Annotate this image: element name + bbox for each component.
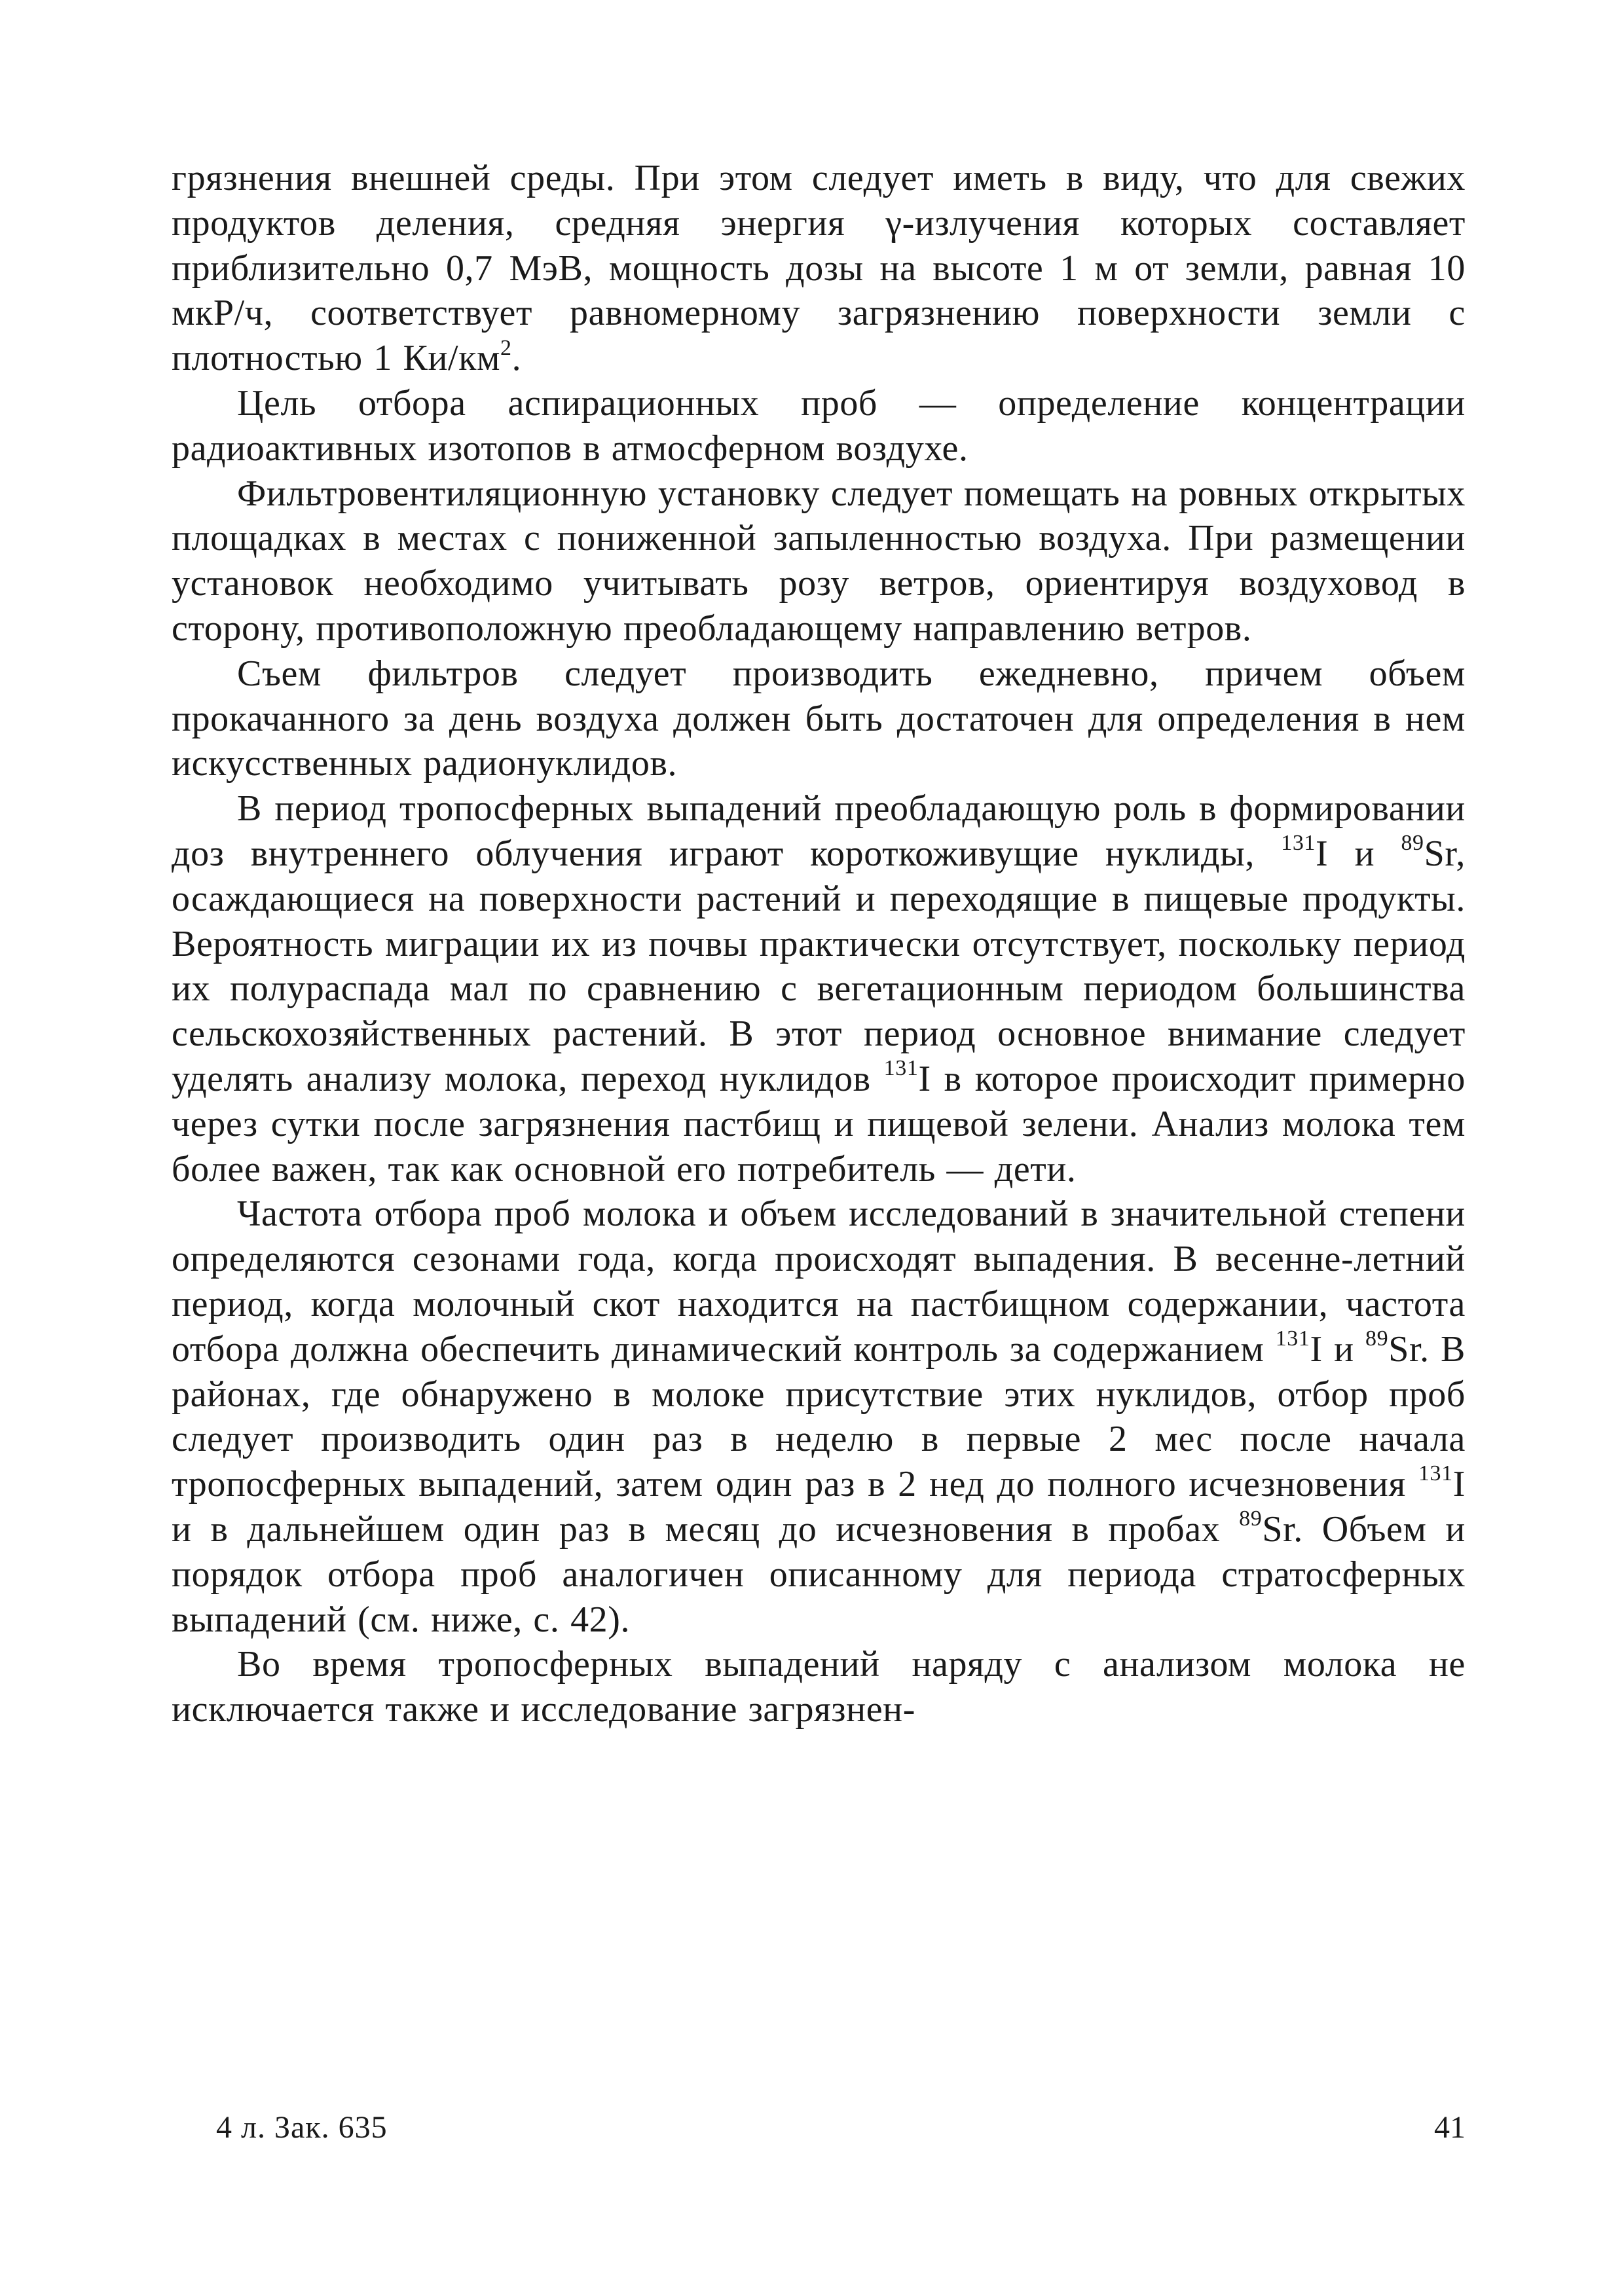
paragraph xyxy=(172,156,1466,381)
text-run: I в которое происходит примерно через сутки после загрязнения пастбищ и пищевой зелени. Анализ молока тем более важен, так как основной его потребитель — дети. xyxy=(172,1058,1466,1190)
text-run: Sr, осаждающиеся на поверхности растений и переходящие в пищевые продукты. Вероятность миграции их из почвы практически отсутствует, поскольку период их полураспада мал по сравнению с вегетационным периодом большинства сельскохозяйственных растений. В этот период основное внимание следует уделять анализу молока, переход нуклидов xyxy=(172,833,1466,1099)
superscript: 131 xyxy=(1275,1326,1310,1351)
paragraph xyxy=(172,1192,1466,1642)
body-text xyxy=(172,156,1466,1732)
text-run: I и xyxy=(1316,833,1401,874)
text-run: . xyxy=(511,338,522,379)
text-run: Sr. Объем и порядок отбора проб аналогичен описанному для периода стратосферных выпадений (см. ниже, с. 42). xyxy=(172,1508,1466,1640)
superscript: 2 xyxy=(500,335,512,360)
paragraph xyxy=(172,651,1466,786)
paragraph xyxy=(172,471,1466,651)
page-footer xyxy=(172,2109,1466,2155)
text-run: Цель отбора аспирационных проб — определение концентрации радиоактивных изотопов в атмосферном воздухе. xyxy=(172,382,1466,469)
text-run: Съем фильтров следует производить ежедневно, причем объем прокачанного за день воздуха должен быть достаточен для определения в нем искусственных радионуклидов. xyxy=(172,653,1466,784)
text-run: Sr. В районах, где обнаружено в молоке присутствие этих нуклидов, отбор проб следует производить один раз в неделю в первые 2 мес после начала тропосферных выпадений, затем один раз в 2 нед до полного исчезновения xyxy=(172,1328,1466,1505)
superscript: 131 xyxy=(1281,831,1316,856)
text-run: Во время тропосферных выпадений наряду с анализом молока не исключается также и исследование загрязнен- xyxy=(172,1644,1466,1730)
paragraph xyxy=(172,381,1466,471)
text-run: Фильтровентиляционную установку следует помещать на ровных открытых площадках в местах с пониженной запыленностью воздуха. При размещении установок необходимо учитывать розу ветров, ориентируя воздуховод в сторону, противоположную преобладающему направлению ветров. xyxy=(172,473,1466,649)
text-run: грязнения внешней среды. При этом следует иметь в виду, что для свежих продуктов деления, средняя энергия γ-излучения которых составляет приблизительно 0,7 МэВ, мощность дозы на высоте 1 м от земли, равная 10 мкР/ч, соответствует равномерному загрязнению поверхности земли с плотностью 1 Ки/км xyxy=(172,158,1466,379)
paragraph xyxy=(172,1642,1466,1732)
paragraph xyxy=(172,786,1466,1192)
superscript: 89 xyxy=(1365,1326,1389,1351)
text-run: I и в дальнейшем один раз в месяц до исчезновения в пробах xyxy=(172,1464,1466,1550)
text-run: I и xyxy=(1310,1328,1365,1370)
text-run: Частота отбора проб молока и объем исследований в значительной степени определяются сезонами года, когда происходят выпадения. В весенне-летний период, когда молочный скот находится на пастбищном содержании, частота отбора должна обеспечить динамический контроль за содержанием xyxy=(172,1194,1466,1370)
superscript: 131 xyxy=(883,1056,919,1081)
superscript: 89 xyxy=(1239,1506,1263,1531)
page-number: 41 xyxy=(1434,2110,1466,2145)
superscript: 89 xyxy=(1401,831,1424,856)
text-run: В период тропосферных выпадений преобладающую роль в формировании доз внутреннего облучения играют короткоживущие нуклиды, xyxy=(172,788,1466,874)
printer-signature: 4 л. Зак. 635 xyxy=(216,2110,388,2145)
superscript: 131 xyxy=(1418,1461,1453,1486)
